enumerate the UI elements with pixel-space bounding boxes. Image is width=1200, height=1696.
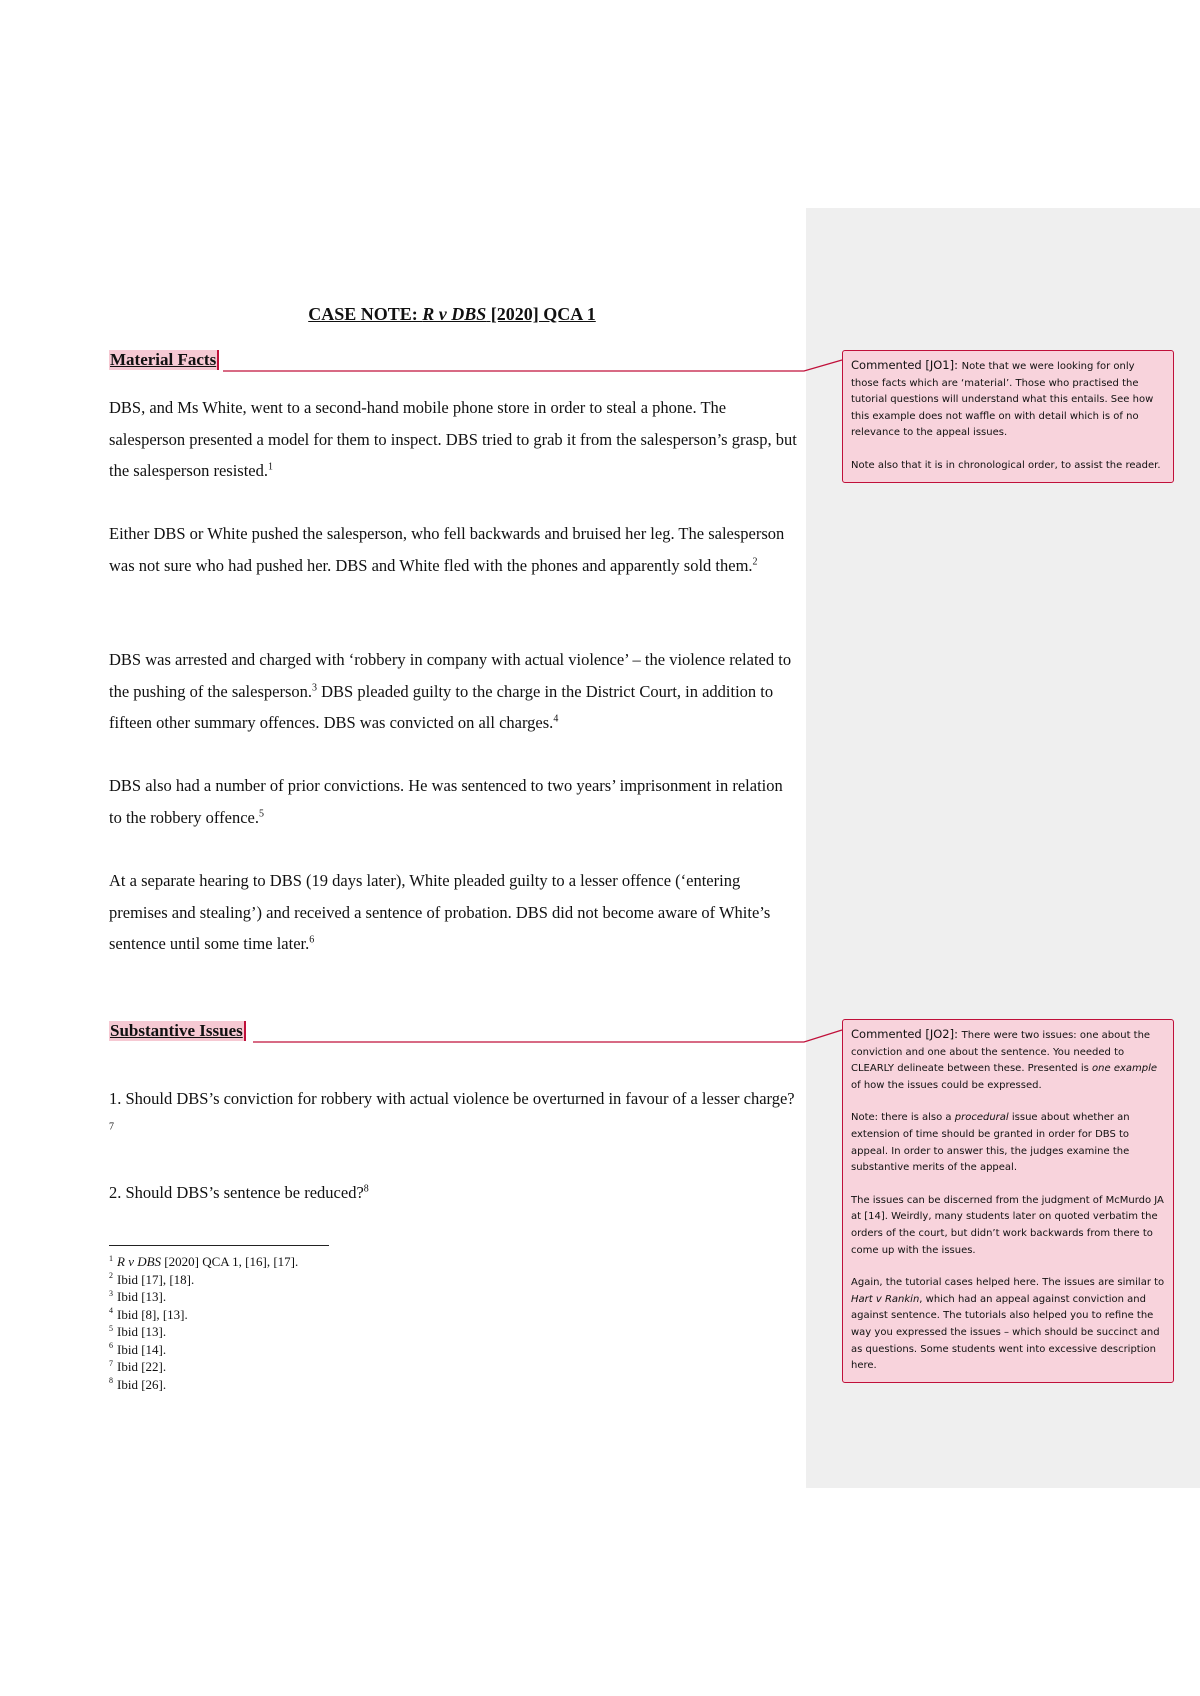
comment-emphasis: Hart v Rankin — [851, 1293, 920, 1305]
footnote-ref-4[interactable]: 4 — [553, 713, 559, 725]
title-citation: [2020] QCA 1 — [486, 304, 596, 324]
footnote-text: Ibid [8], [13]. — [117, 1306, 188, 1322]
footnote-number: 2 — [109, 1271, 113, 1281]
footnote-text: Ibid [22]. — [117, 1359, 167, 1374]
footnote-ref-2[interactable]: 2 — [752, 556, 758, 567]
footnote-7 — [109, 1358, 298, 1376]
heading-substantive-issues[interactable]: Substantive Issues — [109, 1021, 246, 1041]
comment-emphasis: procedural — [954, 1112, 1009, 1124]
footnote-number: 6 — [109, 1341, 113, 1351]
comment-text: Note that we were looking for only those facts which are ‘material’. Those who practised the tutorial questions will understand what this entails. See how this example does not waffle on with detail which is of no relevance to the appeal issues. — [851, 361, 1154, 439]
footnote-1 — [109, 1253, 298, 1271]
footnote-number: 3 — [109, 1288, 113, 1298]
title-case-name: R v DBS — [422, 304, 487, 324]
comment-author: Commented [JO2]: — [851, 1027, 962, 1041]
comment-paragraph — [851, 458, 1165, 475]
paragraph-fact-3 — [109, 644, 799, 739]
footnote-number: 5 — [109, 1323, 113, 1333]
footnotes — [109, 1253, 298, 1393]
comment-text: Note: there is also a — [851, 1112, 955, 1124]
comment-text: The issues can be discerned from the judgment of McMurdo JA at [14]. Weirdly, many students later on quoted verbatim the orders of the court, but didn’t work backwards from there to come up with the issues. — [851, 1194, 1164, 1256]
comment-text: issue about whether an extension of time should be granted in order for DBS to appeal. In order to answer this, the judges examine the substantive merits of the appeal. — [851, 1112, 1130, 1174]
footnote-number: 4 — [109, 1306, 113, 1316]
footnote-8 — [109, 1376, 298, 1394]
paragraph-text: DBS also had a number of prior convictions. He was sentenced to two years’ imprisonment in relation to the robbery offence. — [109, 776, 783, 827]
footnote-ref-1[interactable]: 1 — [268, 461, 273, 473]
footnote-5 — [109, 1323, 298, 1341]
comment-text: There were two issues: one about the conviction and one about the sentence. You needed to CLEARLY delineate between these. Presented is — [851, 1030, 1151, 1075]
footnote-number: 1 — [109, 1253, 113, 1263]
paragraph-issue-2 — [109, 1177, 799, 1209]
footnote-case-name: R v DBS — [117, 1254, 162, 1269]
comment-paragraph — [851, 357, 1165, 442]
comment-text: of how the issues could be expressed. — [851, 1079, 1042, 1091]
footnote-ref-8[interactable]: 8 — [363, 1183, 369, 1195]
footnote-text: Ibid [14]. — [117, 1341, 167, 1357]
paragraph-fact-1 — [109, 392, 799, 487]
comment-connector-2 — [253, 1030, 842, 1042]
paragraph-text: Either DBS or White pushed the salesperson, who fell backwards and bruised her leg. The salesperson was not sure who had pushed her. DBS and White fled with the phones and apparently sold them. — [109, 524, 785, 575]
paragraph-fact-2 — [109, 518, 799, 581]
heading-material-facts[interactable]: Material Facts — [109, 350, 219, 370]
comment-paragraph — [851, 1110, 1165, 1176]
paragraph-text: 1. Should DBS’s conviction for robbery with actual violence be overturned in favour of a lesser charge? — [109, 1089, 795, 1108]
paragraph-text: 2. Should DBS’s sentence be reduced? — [109, 1183, 364, 1202]
footnote-text: [2020] QCA 1, [16], [17]. — [161, 1254, 299, 1269]
comment-balloon-2[interactable] — [842, 1019, 1174, 1383]
footnote-text: Ibid [13]. — [117, 1289, 167, 1304]
footnote-ref-6[interactable]: 6 — [309, 934, 315, 946]
comment-text: Note also that it is in chronological order, to assist the reader. — [851, 459, 1161, 471]
comment-paragraph — [851, 1026, 1165, 1094]
footnote-4 — [109, 1306, 298, 1324]
paragraph-text: At a separate hearing to DBS (19 days later), White pleaded guilty to a lesser offence (‘entering premises and stealing’) and received a sentence of probation. DBS did not become aware of White’s sentence until some time later. — [109, 871, 771, 953]
comment-connector-1 — [223, 360, 842, 371]
paragraph-fact-4 — [109, 770, 799, 833]
title-prefix: CASE NOTE: — [308, 304, 423, 324]
page-title — [109, 304, 795, 325]
paragraph-fact-5 — [109, 865, 799, 960]
footnote-3 — [109, 1288, 298, 1306]
footnote-6 — [109, 1341, 298, 1359]
comment-author: Commented [JO1]: — [851, 358, 962, 372]
comment-paragraph — [851, 1193, 1165, 1259]
comment-emphasis: one example — [1092, 1063, 1158, 1075]
footnote-ref-3[interactable]: 3 — [312, 682, 318, 693]
comment-text: , which had an appeal against conviction and against sentence. The tutorials also helped you to refine the way you expressed the issues – which should be succinct and as questions. Some students went into excessive description here. — [851, 1293, 1160, 1372]
footnote-text: Ibid [17], [18]. — [117, 1271, 195, 1287]
comment-text: Again, the tutorial cases helped here. The issues are similar to — [851, 1277, 1165, 1289]
footnote-number: 8 — [109, 1376, 113, 1386]
footnote-text: Ibid [13]. — [117, 1324, 167, 1339]
paragraph-text-cont: DBS pleaded guilty to the charge in the District Court, in addition to fifteen other summary offences. DBS was convicted on all charges. — [109, 681, 774, 732]
paragraph-text: DBS, and Ms White, went to a second-hand mobile phone store in order to steal a phone. The salesperson presented a model for them to inspect. DBS tried to grab it from the salesperson’s grasp, but the salesperson resisted. — [109, 398, 797, 480]
comment-paragraph — [851, 1275, 1165, 1375]
footnote-separator — [109, 1245, 329, 1246]
footnote-ref-7[interactable]: 7 — [109, 1121, 114, 1132]
footnote-text: Ibid [26]. — [117, 1376, 167, 1392]
footnote-2 — [109, 1271, 298, 1289]
paragraph-text: DBS was arrested and charged with ‘robbery in company with actual violence’ – the violence related to the pushing of the salesperson. — [109, 650, 792, 701]
comment-balloon-1[interactable] — [842, 350, 1174, 483]
paragraph-issue-1 — [109, 1083, 799, 1146]
footnote-number: 7 — [109, 1358, 113, 1368]
footnote-ref-5[interactable]: 5 — [258, 808, 264, 819]
